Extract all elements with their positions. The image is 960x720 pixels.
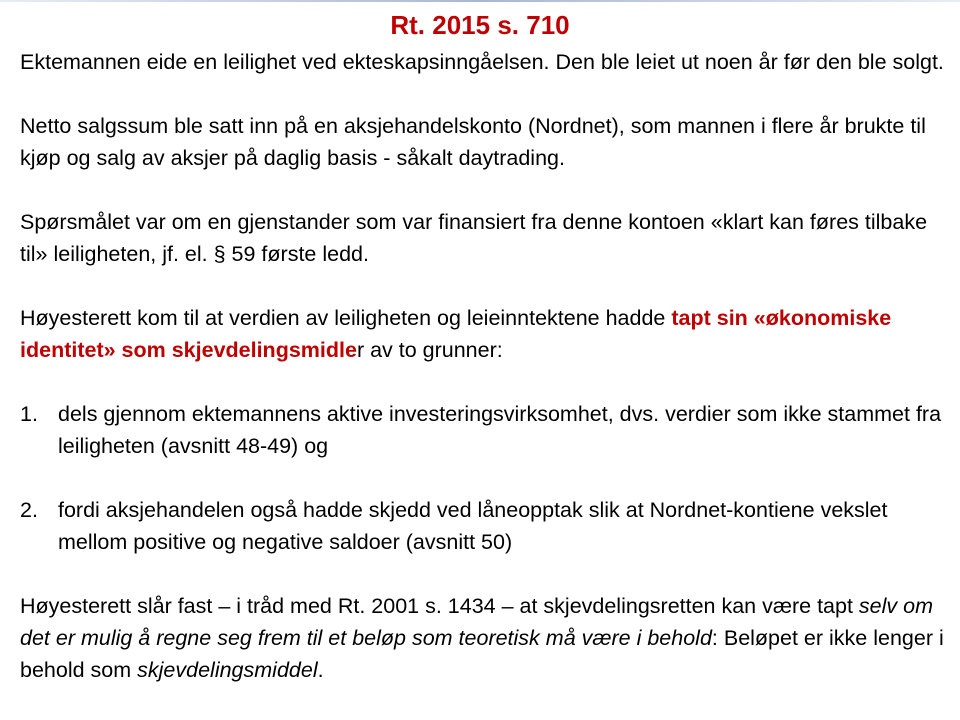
ruling-text-part1: Høyesterett slår fast – i tråd med Rt. 2001 s. 1434 – at skjevdelingsretten kan være tapt — [20, 594, 859, 618]
list-text: dels gjennom ektemannens aktive investeringsvirksomhet, dvs. verdier som ikke stammet fra leiligheten (avsnitt 48-49) og — [58, 402, 942, 458]
list-text: fordi aksjehandelen også hadde skjedd ved låneopptak slik at Nordnet-kontiene vekslet mellom positive og negative saldoer (avsnitt 50) — [58, 498, 888, 554]
list-number: 1. — [20, 402, 38, 426]
top-divider — [0, 0, 960, 2]
ruling-text-part3: . — [317, 658, 324, 682]
paragraph-sale-proceeds: Netto salgssum ble satt inn på en aksjehandelskonto (Nordnet), som mannen i flere år brukte til kjøp og salg av aksjer på daglig basis - såkalt daytrading. — [20, 114, 926, 170]
list-item-2 — [20, 494, 954, 558]
slide-title: Rt. 2015 s. 710 — [390, 10, 570, 40]
conclusion-highlight: tapt sin «økonomiske identitet» som skjevdelingsmidle — [20, 306, 892, 362]
paragraph-conclusion — [20, 302, 954, 366]
list-number: 2. — [20, 498, 38, 522]
ruling-italic-1: selv om det er mulig å regne seg frem til et beløp som teoretisk må være i behold — [20, 594, 933, 650]
list-item-1 — [20, 398, 954, 462]
ruling-italic-2: skjevdelingsmiddel — [137, 658, 318, 682]
slide-body — [20, 46, 954, 686]
paragraph-question: Spørsmålet var om en gjenstander som var finansiert fra denne kontoen «klart kan føres tilbake til» leiligheten, jf. el. § 59 første ledd. — [20, 210, 928, 266]
conclusion-text-after: r av to grunner: — [356, 338, 503, 362]
ruling-text-part2: : Beløpet er ikke lenger i behold som — [20, 626, 944, 682]
conclusion-text-before: Høyesterett kom til at verdien av leiligheten og leieinntektene hadde — [20, 306, 672, 330]
paragraph-ruling — [20, 590, 954, 686]
paragraph-background: Ektemannen eide en leilighet ved ekteskapsinngåelsen. Den ble leiet ut noen år før den ble solgt. — [20, 50, 944, 74]
